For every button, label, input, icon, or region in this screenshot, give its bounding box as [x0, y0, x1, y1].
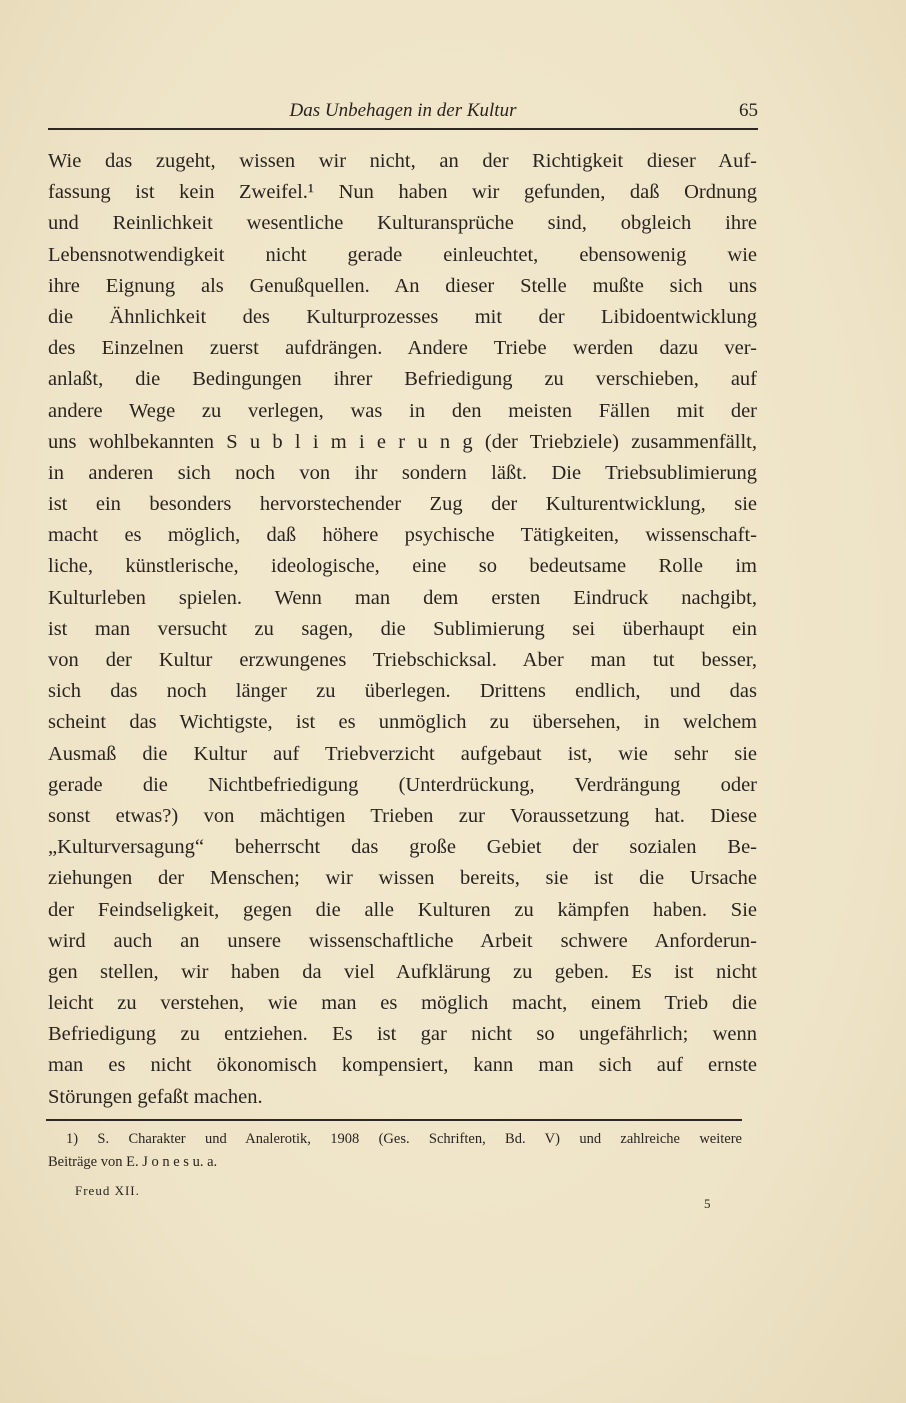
text-line: macht es möglich, daß höhere psychische Tätigkeiten, wissenschaft- [48, 524, 757, 547]
page-number: 65 [739, 100, 758, 121]
text-line: ziehungen der Menschen; wir wissen bereits, sie ist die Ursache [48, 867, 757, 890]
text-line: Störungen gefaßt machen. [48, 1085, 263, 1108]
text-line: „Kulturversagung“ beherrscht das große Gebiet der sozialen Be- [48, 836, 757, 859]
text-line: leicht zu verstehen, wie man es möglich macht, einem Trieb die [48, 992, 757, 1015]
text-line: von der Kultur erzwungenes Triebschicksal. Aber man tut besser, [48, 649, 757, 671]
text-line: gen stellen, wir haben da viel Aufklärung zu geben. Es ist nicht [48, 960, 757, 983]
text-line: sich das noch länger zu überlegen. Drittens endlich, und das [48, 680, 757, 703]
text-line: Lebensnotwendigkeit nicht gerade einleuchtet, ebensowenig wie [48, 243, 757, 266]
signature-label: Freud XII. [75, 1183, 140, 1198]
text-line: sonst etwas?) von mächtigen Trieben zur Voraussetzung hat. Diese [48, 804, 757, 827]
text-line: Kulturleben spielen. Wenn man dem ersten Eindruck nachgibt, [48, 586, 757, 609]
running-title: Das Unbehagen in der Kultur [289, 100, 517, 121]
text-line: uns wohlbekannten S u b l i m i e r u n g (der Triebziele) zusammenfällt, [48, 430, 757, 453]
header-rule [48, 128, 758, 130]
footnote [48, 1128, 742, 1174]
running-header [48, 100, 758, 126]
text-line: ihre Eignung als Genußquellen. An dieser Stelle mußte sich uns [48, 274, 757, 297]
footnote-line: 1) S. Charakter und Analerotik, 1908 (Ges. Schriften, Bd. V) und zahlreiche weitere [66, 1131, 742, 1147]
text-line: wird auch an unsere wissenschaftliche Arbeit schwere Anforderun- [48, 929, 757, 952]
text-line: Ausmaß die Kultur auf Triebverzicht aufgebaut ist, wie sehr sie [48, 742, 757, 765]
text-line: Befriedigung zu entziehen. Es ist gar nicht so ungefährlich; wenn [48, 1023, 757, 1046]
signature-number: 5 [704, 1196, 711, 1211]
text-line: des Einzelnen zuerst aufdrängen. Andere Triebe werden dazu ver- [48, 337, 757, 360]
text-line: in anderen sich noch von ihr sondern läßt. Die Triebsublimierung [48, 461, 757, 484]
text-line: die Ähnlichkeit des Kulturprozesses mit der Libidoentwicklung [48, 305, 757, 328]
footnote-line: Beiträge von E. J o n e s u. a. [48, 1154, 218, 1170]
text-line: Wie das zugeht, wissen wir nicht, an der Richtigkeit dieser Auf- [48, 150, 757, 172]
text-line: man es nicht ökonomisch kompensiert, kann man sich auf ernste [48, 1054, 757, 1077]
body-text [48, 146, 757, 1113]
text-line: scheint das Wichtigste, ist es unmöglich zu übersehen, in welchem [48, 711, 757, 734]
text-line: andere Wege zu verlegen, was in den meisten Fällen mit der [48, 399, 757, 422]
text-line: der Feindseligkeit, gegen die alle Kulturen zu kämpfen haben. Sie [48, 898, 757, 921]
text-line: ist ein besonders hervorstechender Zug der Kulturentwicklung, sie [48, 493, 757, 516]
text-line: fassung ist kein Zweifel.¹ Nun haben wir gefunden, daß Ordnung [48, 181, 757, 204]
text-line: anlaßt, die Bedingungen ihrer Befriedigung zu verschieben, auf [48, 368, 757, 391]
footnote-rule [46, 1119, 742, 1121]
text-line: liche, künstlerische, ideologische, eine so bedeutsame Rolle im [48, 555, 757, 578]
text-line: ist man versucht zu sagen, die Sublimierung sei überhaupt ein [48, 617, 757, 640]
text-line: und Reinlichkeit wesentliche Kulturansprüche sind, obgleich ihre [48, 212, 757, 235]
text-line: gerade die Nichtbefriedigung (Unterdrückung, Verdrängung oder [48, 773, 757, 796]
